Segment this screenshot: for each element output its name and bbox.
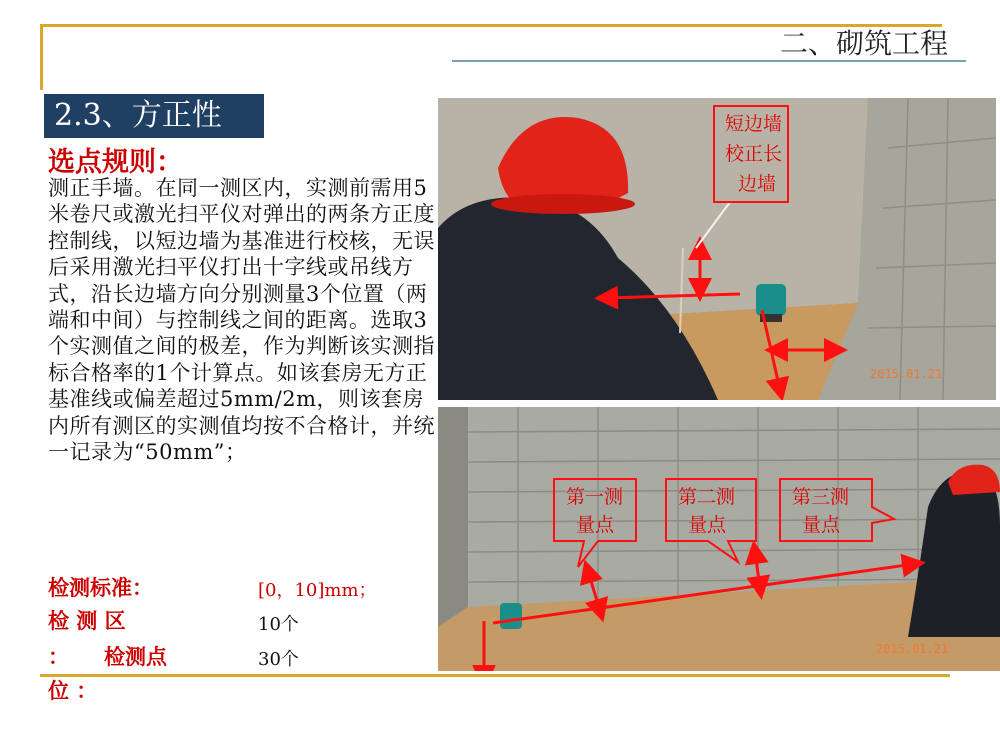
- top-callout-line-3: 边墙: [738, 173, 777, 195]
- callout-3-line-1: 第三测: [792, 486, 850, 508]
- top-callout-line-1: 短边墙: [725, 113, 783, 135]
- page-heading: 2.3、方正性: [44, 94, 264, 138]
- photo-top-drawing: [438, 98, 996, 400]
- callout-1-line-2: 量点: [576, 514, 615, 536]
- point-label-suffix: 位 ：: [48, 678, 98, 703]
- area-label: 检 测 区: [48, 608, 126, 633]
- top-callout-line-2: 校正长: [725, 143, 783, 165]
- callout-2-line-2: 量点: [688, 514, 727, 536]
- point-label: 检测点: [104, 644, 167, 669]
- callout-2-line-1: 第二测: [678, 486, 736, 508]
- area-value: 10个: [258, 614, 299, 635]
- area-label-colon: ：: [48, 644, 69, 669]
- top-date-stamp: 2015.01.21: [870, 367, 943, 381]
- bottom-horizontal-rule: [40, 674, 950, 677]
- callout-3-line-2: 量点: [802, 514, 841, 536]
- standard-label: 检测标准：: [48, 575, 153, 600]
- standard-value: [0，10]mm；: [258, 580, 377, 601]
- photo-top: [438, 98, 996, 400]
- point-value: 30个: [258, 649, 299, 670]
- photo-bottom-drawing: [438, 407, 1000, 671]
- callout-1-line-1: 第一测: [566, 486, 624, 508]
- rules-title: 选点规则：: [48, 147, 183, 178]
- rules-body: 测正手墙。在同一测区内，实测前需用5米卷尺或激光扫平仪对弹出的两条方正度控制线，以短边墙为基准进行校核，无误后采用激光扫平仪打出十字线或吊线方式，沿长边墙方向分别测量3个位置（两端和中间）与控制线之间的距离。选取3个实测值之间的极差，作为判断该实测指标合格率的1个计算点。如该套房无方正基准线或偏差超过5mm/2m，则该套房内所有测区的实测值均按不合格计，并统一记录为“50mm”；: [48, 176, 435, 465]
- section-title: 二、砌筑工程: [779, 27, 948, 60]
- photo-bottom: [438, 407, 1000, 671]
- left-vertical-rule: [40, 24, 43, 90]
- bottom-date-stamp: 2015.01.21: [876, 642, 949, 656]
